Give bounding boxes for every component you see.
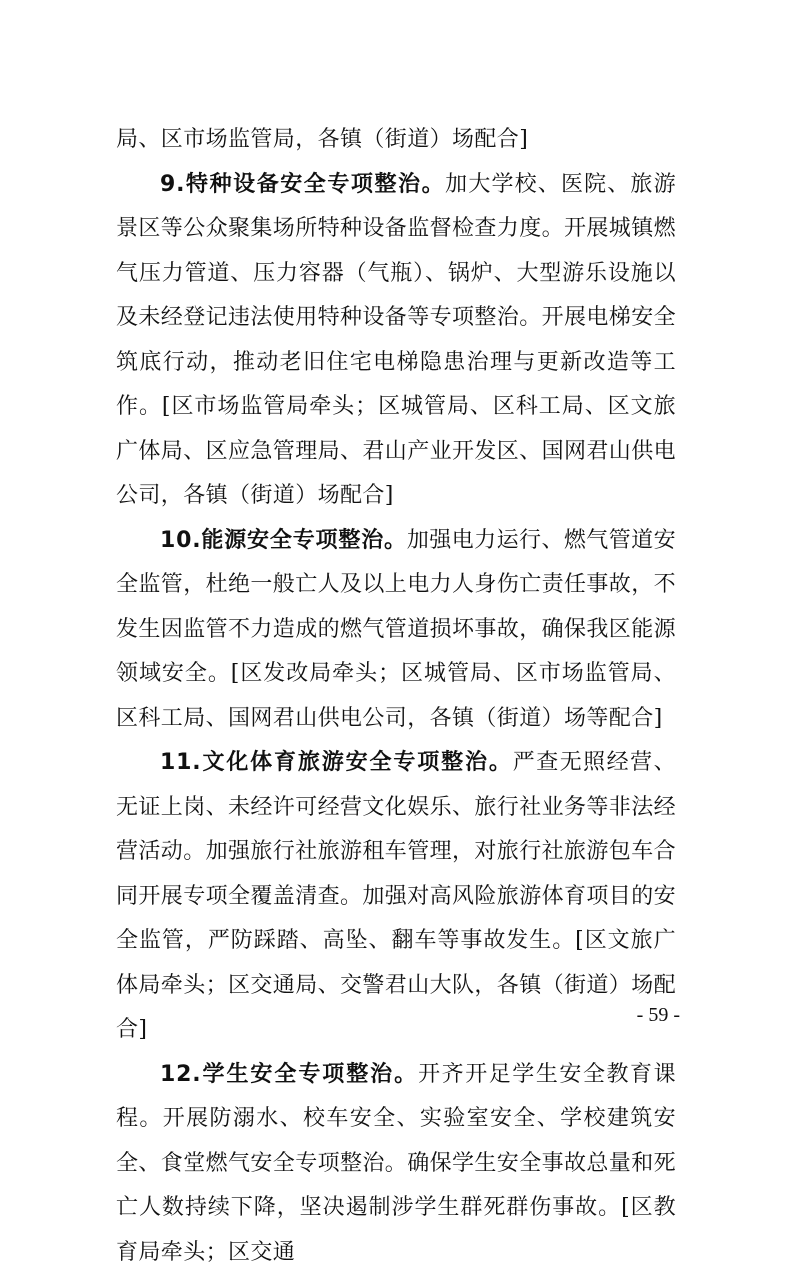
- paragraph-text: 严查无照经营、无证上岗、未经许可经营文化娱乐、旅行社业务等非法经营活动。加强旅行社旅游租车管理，对旅行社旅游包车合同开展专项全覆盖清查。加强对高风险旅游体育项目的安全监管，严防踩踏、高坠、翻车等事故发生。[区文旅广体局牵头；区交通局、交警君山大队，各镇（街道）场配合]: [116, 750, 676, 1042]
- body-text: [116, 118, 676, 1275]
- paragraph-item-9: [116, 163, 676, 519]
- paragraph-continuation: [116, 118, 676, 163]
- paragraph-heading: 10.能源安全专项整治。: [160, 528, 407, 553]
- paragraph-heading: 12.学生安全专项整治。: [160, 1062, 418, 1087]
- page-number: - 59 -: [637, 1004, 680, 1027]
- paragraph-text: 局、区市场监管局，各镇（街道）场配合]: [116, 127, 528, 152]
- paragraph-item-11: [116, 741, 676, 1053]
- paragraph-text: 开齐开足学生安全教育课程。开展防溺水、校车安全、实验室安全、学校建筑安全、食堂燃气安全专项整治。确保学生安全事故总量和死亡人数持续下降，坚决遏制涉学生群死群伤事故。[区教育局牵头；区交通: [116, 1062, 676, 1265]
- paragraph-text: 加大学校、医院、旅游景区等公众聚集场所特种设备监督检查力度。开展城镇燃气压力管道、压力容器（气瓶）、锅炉、大型游乐设施以及未经登记违法使用特种设备等专项整治。开展电梯安全筑底行动，推动老旧住宅电梯隐患治理与更新改造等工作。[区市场监管局牵头；区城管局、区科工局、区文旅广体局、区应急管理局、君山产业开发区、国网君山供电公司，各镇（街道）场配合]: [116, 172, 676, 509]
- paragraph-item-10: [116, 519, 676, 742]
- paragraph-heading: 11.文化体育旅游安全专项整治。: [160, 750, 513, 775]
- paragraph-text: 加强电力运行、燃气管道安全监管，杜绝一般亡人及以上电力人身伤亡责任事故，不发生因监管不力造成的燃气管道损坏事故，确保我区能源领域安全。[区发改局牵头；区城管局、区市场监管局、区科工局、国网君山供电公司，各镇（街道）场等配合]: [116, 528, 676, 731]
- paragraph-item-12: [116, 1053, 676, 1275]
- paragraph-heading: 9.特种设备安全专项整治。: [160, 172, 445, 197]
